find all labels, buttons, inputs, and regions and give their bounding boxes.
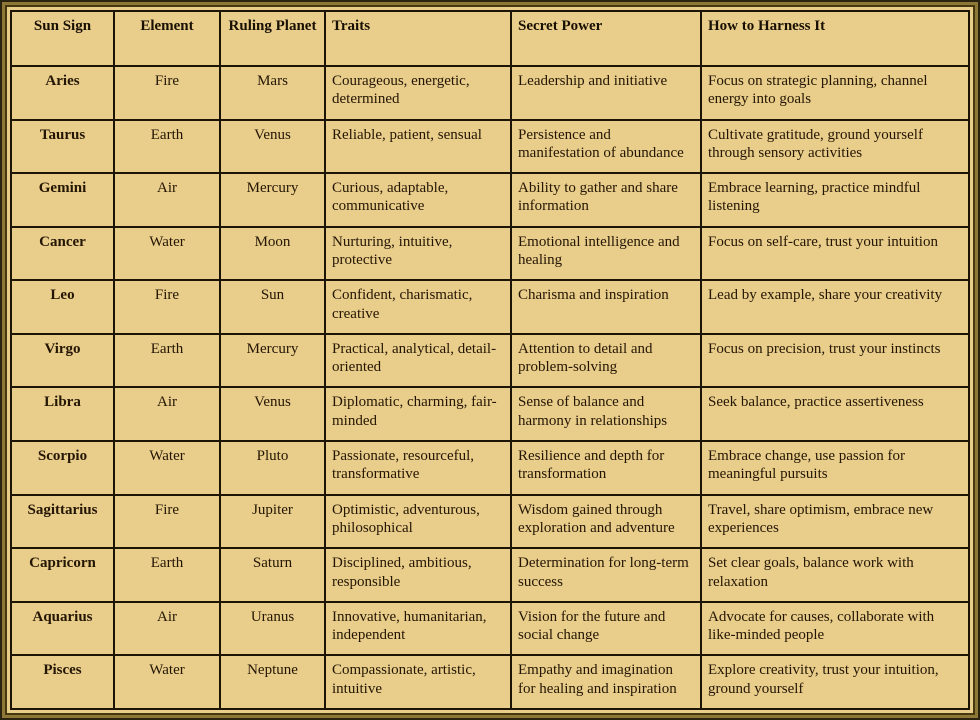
sign-cell: Aries bbox=[11, 66, 114, 120]
harness-cell: Focus on self-care, trust your intuition bbox=[701, 227, 969, 281]
power-cell: Attention to detail and problem-solving bbox=[511, 334, 701, 388]
traits-cell: Practical, analytical, detail-oriented bbox=[325, 334, 511, 388]
column-header-element: Element bbox=[114, 11, 220, 66]
sign-cell: Scorpio bbox=[11, 441, 114, 495]
planet-cell: Venus bbox=[220, 387, 325, 441]
element-cell: Earth bbox=[114, 548, 220, 602]
element-cell: Earth bbox=[114, 334, 220, 388]
power-cell: Empathy and imagination for healing and inspiration bbox=[511, 655, 701, 709]
harness-cell: Set clear goals, balance work with relaxation bbox=[701, 548, 969, 602]
traits-cell: Courageous, energetic, determined bbox=[325, 66, 511, 120]
sign-cell: Leo bbox=[11, 280, 114, 334]
element-cell: Fire bbox=[114, 66, 220, 120]
element-cell: Water bbox=[114, 227, 220, 281]
harness-cell: Advocate for causes, collaborate with like-minded people bbox=[701, 602, 969, 656]
power-cell: Ability to gather and share information bbox=[511, 173, 701, 227]
harness-cell: Embrace change, use passion for meaningful pursuits bbox=[701, 441, 969, 495]
decorative-frame-inner bbox=[5, 5, 975, 715]
table-row bbox=[11, 280, 969, 334]
harness-cell: Lead by example, share your creativity bbox=[701, 280, 969, 334]
harness-cell: Embrace learning, practice mindful listening bbox=[701, 173, 969, 227]
zodiac-table-header bbox=[11, 11, 969, 66]
traits-cell: Compassionate, artistic, intuitive bbox=[325, 655, 511, 709]
traits-cell: Diplomatic, charming, fair-minded bbox=[325, 387, 511, 441]
table-row bbox=[11, 66, 969, 120]
zodiac-table-body bbox=[11, 66, 969, 709]
sign-cell: Gemini bbox=[11, 173, 114, 227]
harness-cell: Focus on strategic planning, channel energy into goals bbox=[701, 66, 969, 120]
table-row bbox=[11, 655, 969, 709]
element-cell: Air bbox=[114, 602, 220, 656]
sign-cell: Cancer bbox=[11, 227, 114, 281]
harness-cell: Explore creativity, trust your intuition, ground yourself bbox=[701, 655, 969, 709]
planet-cell: Mercury bbox=[220, 334, 325, 388]
traits-cell: Passionate, resourceful, transformative bbox=[325, 441, 511, 495]
harness-cell: Travel, share optimism, embrace new experiences bbox=[701, 495, 969, 549]
harness-cell: Focus on precision, trust your instincts bbox=[701, 334, 969, 388]
element-cell: Air bbox=[114, 173, 220, 227]
planet-cell: Pluto bbox=[220, 441, 325, 495]
element-cell: Water bbox=[114, 441, 220, 495]
sign-cell: Virgo bbox=[11, 334, 114, 388]
traits-cell: Nurturing, intuitive, protective bbox=[325, 227, 511, 281]
element-cell: Fire bbox=[114, 495, 220, 549]
table-row bbox=[11, 548, 969, 602]
planet-cell: Sun bbox=[220, 280, 325, 334]
table-row bbox=[11, 334, 969, 388]
decorative-frame-mid bbox=[2, 2, 978, 718]
sign-cell: Capricorn bbox=[11, 548, 114, 602]
traits-cell: Curious, adaptable, communicative bbox=[325, 173, 511, 227]
column-header-secret-power: Secret Power bbox=[511, 11, 701, 66]
power-cell: Leadership and initiative bbox=[511, 66, 701, 120]
zodiac-table bbox=[10, 10, 970, 710]
table-row bbox=[11, 441, 969, 495]
power-cell: Vision for the future and social change bbox=[511, 602, 701, 656]
column-header-ruling-planet: Ruling Planet bbox=[220, 11, 325, 66]
planet-cell: Mercury bbox=[220, 173, 325, 227]
planet-cell: Moon bbox=[220, 227, 325, 281]
column-header-how-to-harness: How to Harness It bbox=[701, 11, 969, 66]
traits-cell: Confident, charismatic, creative bbox=[325, 280, 511, 334]
power-cell: Resilience and depth for transformation bbox=[511, 441, 701, 495]
table-row bbox=[11, 387, 969, 441]
element-cell: Fire bbox=[114, 280, 220, 334]
power-cell: Sense of balance and harmony in relationships bbox=[511, 387, 701, 441]
traits-cell: Disciplined, ambitious, responsible bbox=[325, 548, 511, 602]
power-cell: Persistence and manifestation of abundance bbox=[511, 120, 701, 174]
planet-cell: Uranus bbox=[220, 602, 325, 656]
planet-cell: Jupiter bbox=[220, 495, 325, 549]
table-row bbox=[11, 120, 969, 174]
traits-cell: Reliable, patient, sensual bbox=[325, 120, 511, 174]
planet-cell: Saturn bbox=[220, 548, 325, 602]
planet-cell: Venus bbox=[220, 120, 325, 174]
power-cell: Emotional intelligence and healing bbox=[511, 227, 701, 281]
table-row bbox=[11, 227, 969, 281]
sign-cell: Aquarius bbox=[11, 602, 114, 656]
table-row bbox=[11, 602, 969, 656]
harness-cell: Seek balance, practice assertiveness bbox=[701, 387, 969, 441]
sign-cell: Taurus bbox=[11, 120, 114, 174]
traits-cell: Optimistic, adventurous, philosophical bbox=[325, 495, 511, 549]
element-cell: Air bbox=[114, 387, 220, 441]
power-cell: Determination for long-term success bbox=[511, 548, 701, 602]
column-header-traits: Traits bbox=[325, 11, 511, 66]
sign-cell: Sagittarius bbox=[11, 495, 114, 549]
power-cell: Charisma and inspiration bbox=[511, 280, 701, 334]
sign-cell: Pisces bbox=[11, 655, 114, 709]
element-cell: Earth bbox=[114, 120, 220, 174]
sign-cell: Libra bbox=[11, 387, 114, 441]
planet-cell: Neptune bbox=[220, 655, 325, 709]
planet-cell: Mars bbox=[220, 66, 325, 120]
table-row bbox=[11, 495, 969, 549]
header-row bbox=[11, 11, 969, 66]
traits-cell: Innovative, humanitarian, independent bbox=[325, 602, 511, 656]
power-cell: Wisdom gained through exploration and adventure bbox=[511, 495, 701, 549]
table-row bbox=[11, 173, 969, 227]
harness-cell: Cultivate gratitude, ground yourself through sensory activities bbox=[701, 120, 969, 174]
element-cell: Water bbox=[114, 655, 220, 709]
column-header-sun-sign: Sun Sign bbox=[11, 11, 114, 66]
